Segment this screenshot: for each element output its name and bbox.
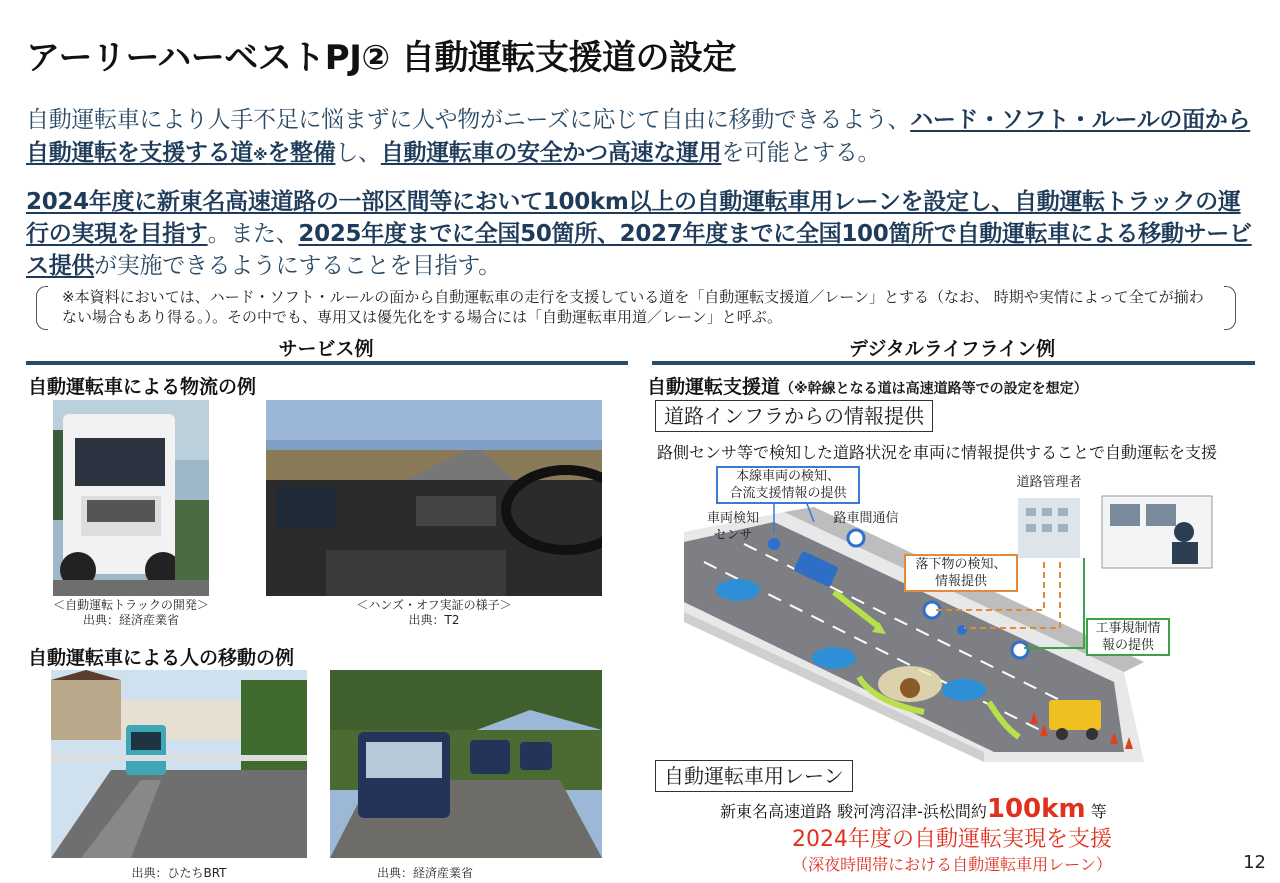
lane-desc-prefix: 新東名高速道路 駿河湾沼津-浜松間約 [720,802,987,821]
intro-text-2: し、 [335,140,381,166]
road-diagram [684,462,1274,762]
page-title: アーリーハーベストPJ② 自動運転支援道の設定 [26,38,736,78]
service-example-header: サービス例 [278,338,374,360]
vehicle-sensor-label [700,510,766,544]
footnote-text: ※本資料においては、ハード・ソフト・ルールの面から自動運転車の走行を支援している道を「自動運転支援道／レーン」とする（なお、 時期や実情によって全てが揃わない場合もあり得る。）。その中でも、専用又は優先化をする場合には「自動運転車用道／レーン」と呼ぶ。 [62,288,1204,326]
debris-callout-line1: 落下物の検知、 [915,557,1007,572]
goal-2024: 2024年度の自動運転実現を支援 [792,827,1112,852]
infra-description: 路側センサ等で検知した道路状況を車両に情報提供することで自動運転を支援 [657,443,1218,462]
construction-callout-line2: 報の提供 [1101,638,1154,653]
footnote-box [36,286,1236,330]
bracket-right [1224,286,1236,330]
support-road-heading [647,372,1088,399]
low-speed-vehicle-photo [330,670,602,858]
intro-emphasis-1-text: ハード・ソフト・ルールの面から自動運転を支援する道 [26,107,1251,166]
footnote-mark: ※ [253,146,268,164]
service-header-rule [26,361,628,365]
intro-emphasis-2: 自動運転車の安全かつ高速な運用 [380,140,722,166]
vehicle-source: 出典：経済産業省 [376,866,473,880]
av-lane-description [720,794,1107,824]
debris-callout [904,554,1018,592]
sensor-label-line2: センサ [713,528,753,543]
infra-info-box: 道路インフラからの情報提供 [655,400,933,432]
goal-2024-sub: （深夜時間帯における自動運転車用レーン） [792,855,1112,874]
hands-off-source: 出典：T2 [408,613,460,627]
brt-bus-photo [51,670,307,858]
people-mobility-title: 自動運転車による人の移動の例 [28,647,295,669]
hands-off-photo [266,400,602,596]
bracket-left [36,286,48,330]
truck-caption: ＜自動運転トラックの開発＞ [53,598,209,612]
intro-text-3: を可能とする。 [721,140,881,166]
goal-emphasis-1: 2024年度に新東名高速道路の一部区間等において100km以上の自動運転車用レーンを設定し、自動運転トラックの運行の実現を目指す [26,189,1241,247]
merge-support-callout [716,466,860,504]
merge-callout-line1: 本線車両の検知、 [735,469,840,484]
intro-emphasis-1b: を整備 [267,140,336,166]
goal-paragraph [26,186,1261,282]
support-road-note: （※幹線となる道は高速道路等での設定を想定） [780,381,1088,397]
logistics-title: 自動運転車による物流の例 [28,376,257,398]
av-lane-box: 自動運転車用レーン [655,760,853,792]
sensor-label-line1: 車両検知 [706,511,759,526]
truck-photo [53,400,209,596]
construction-callout [1086,618,1170,656]
lane-distance: 100km [986,794,1086,824]
page-number: 12 [1243,852,1266,873]
intro-paragraph [26,104,1261,172]
goal-text-1: 。また、 [207,221,299,247]
goal-text-2: が実施できるようにすることを目指す。 [94,253,501,279]
intro-text-1: 自動運転車により人手不足に悩まずに人や物がニーズに応じて自由に移動できるよう、 [26,107,911,133]
brt-source: 出典：ひたちBRT [131,866,227,880]
hands-off-caption: ＜ハンズ・オフ実証の様子＞ [356,598,512,612]
support-road-title: 自動運転支援道 [647,376,781,398]
road-manager-label: 道路管理者 [1016,475,1082,490]
construction-callout-line1: 工事規制情 [1095,621,1161,636]
goal-emphasis-2: 2025年度までに全国50箇所、2027年度までに全国100箇所で自動運転車による移動サービス提供 [26,221,1252,279]
merge-callout-line2: 合流支援情報の提供 [729,486,847,501]
v2i-label: 路車間通信 [833,511,899,526]
truck-source: 出典：経済産業省 [82,613,179,627]
debris-callout-line2: 情報提供 [934,574,987,589]
digital-lifeline-header: デジタルライフライン例 [848,338,1056,360]
lane-desc-suffix: 等 [1085,802,1107,821]
digital-header-rule [652,361,1255,365]
